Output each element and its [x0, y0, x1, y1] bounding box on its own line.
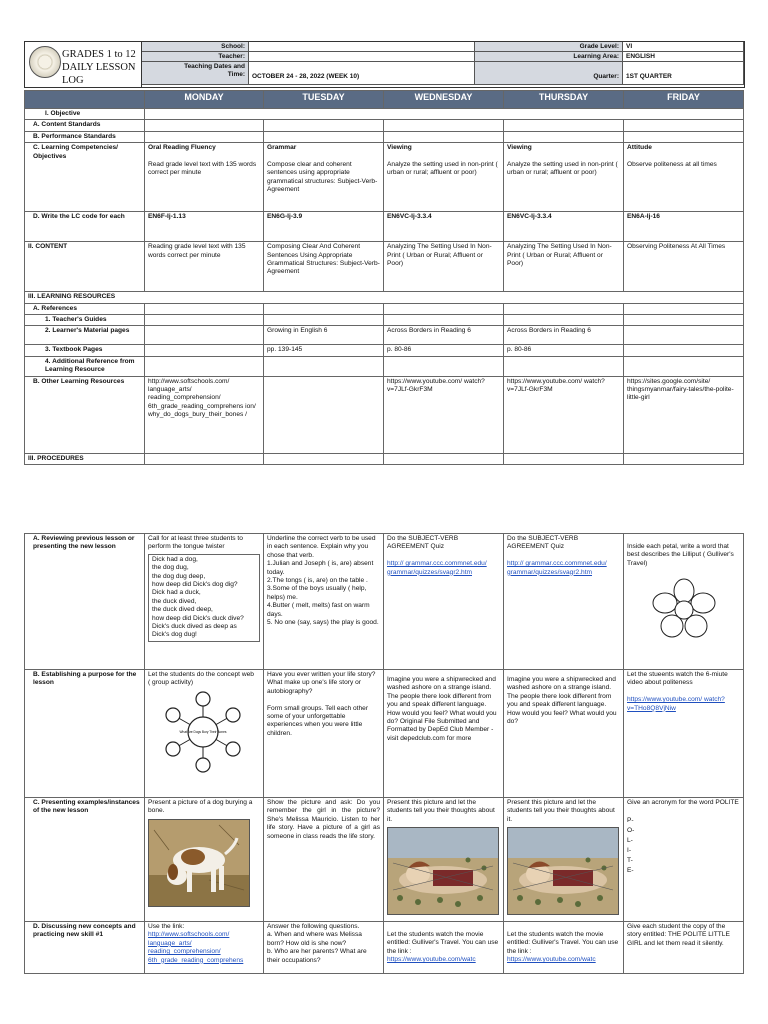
reading-link[interactable]: http://www.softschools.com/ language_arts/ reading_comprehension/ 6th_grade_reading_comprehens	[148, 931, 244, 964]
shipwreck-prompt: Imagine you were a shipwrecked and washed ashore on a strange island. The people there look different from you and speak different language. How would you feel? What would you do? Original File Submitted and Formatted by DepEd Club Member - visit depedclub.com for more	[387, 676, 497, 742]
video-link[interactable]: https://www.youtube.com/ watch?v=THo8Q8VjNiw	[627, 696, 725, 712]
objective-label: I. Objective	[25, 109, 145, 120]
textbook-monday	[145, 345, 264, 356]
dates-label-line2: Time:	[227, 71, 245, 78]
gullivers-travel-image	[507, 827, 619, 915]
procedure-d-wednesday	[384, 922, 504, 974]
competencies-row	[25, 143, 744, 212]
procedure-b-tuesday: Have you ever written your life story? What make up one's life story or autobiography? Form small groups. Tell each other some of your unforgettable experiences when you were little children.	[264, 670, 384, 798]
header-block	[24, 41, 745, 88]
school-value	[249, 42, 475, 52]
dog-burying-bone-image	[148, 819, 250, 907]
textbook-friday	[624, 345, 744, 356]
teachers-guides-row	[25, 315, 744, 326]
competency-body: Compose clear and coherent sentences using appropriate grammatical structures: Subject-Verb-Agreement	[267, 161, 378, 194]
content-label: II. CONTENT	[25, 242, 145, 292]
deped-seal-icon	[29, 46, 61, 78]
cell	[145, 120, 264, 131]
other-resources-monday[interactable]: http://www.softschools.com/ language_arts/ reading_comprehension/ 6th_grade_reading_comprehens ion/ why_do_dogs_bury_their_bones /	[145, 376, 264, 453]
cell	[624, 120, 744, 131]
procedure-b-monday	[145, 670, 264, 798]
teacher-value	[249, 52, 475, 62]
dates-label	[142, 62, 249, 85]
cell	[384, 356, 504, 376]
cell	[264, 120, 384, 131]
quiz-link[interactable]: http:// grammar.ccc.commnet.edu/ grammar/quizzes/svagr2.htm	[507, 560, 607, 576]
content-monday: Reading grade level text with 135 words correct per minute	[145, 242, 264, 292]
textbook-row	[25, 345, 744, 356]
picture-instruction: Present this picture and let the students tell you their thoughts about it.	[507, 799, 615, 823]
picture-instruction: Present this picture and let the students tell you their thoughts about it.	[387, 799, 495, 823]
additional-reference-label: 4. Additional Reference from Learning Resource	[25, 356, 145, 376]
procedure-d-friday: Give each student the copy of the story entitled: THE POLITE LITTLE GIRL and let them read it silently.	[624, 922, 744, 974]
competency-title: Viewing	[507, 144, 532, 152]
content-thursday: Analyzing The Setting Used In Non- Print ( Urban or Rural; Affluent or Poor)	[504, 242, 624, 292]
cell	[384, 315, 504, 326]
concept-web-diagram	[148, 690, 258, 774]
other-resources-wednesday[interactable]: https://www.youtube.com/ watch?v=7JLf-GkrF3M	[384, 376, 504, 453]
cell	[264, 131, 384, 142]
acronym-letter: P-	[627, 816, 634, 824]
quarter-value: 1ST QUARTER	[623, 62, 744, 85]
content-row	[25, 242, 744, 292]
other-resources-label: B. Other Learning Resources	[25, 376, 145, 453]
header-title-cell	[25, 42, 142, 87]
competencies-label: C. Learning Competencies/ Objectives	[25, 143, 145, 212]
dates-value: OCTOBER 24 - 28, 2022 (WEEK 10)	[249, 62, 475, 85]
other-resources-thursday[interactable]: https://www.youtube.com/ watch?v=7JLf-GkrF3M	[504, 376, 624, 453]
performance-standards-label: B. Performance Standards	[25, 131, 145, 142]
cell	[624, 356, 744, 376]
cell	[504, 356, 624, 376]
cell	[264, 303, 384, 314]
movie-link[interactable]: https://www.youtube.com/watc	[387, 956, 476, 964]
content-wednesday: Analyzing The Setting Used In Non- Print ( Urban or Rural; Affluent or Poor)	[384, 242, 504, 292]
movie-link[interactable]: https://www.youtube.com/watc	[507, 956, 596, 964]
procedure-b-label: B. Establishing a purpose for the lesson	[25, 670, 145, 798]
procedure-c-friday	[624, 798, 744, 922]
quiz-title: Do the SUBJECT-VERB AGREEMENT Quiz	[507, 535, 579, 551]
learners-material-monday	[145, 326, 264, 345]
learners-material-row	[25, 326, 744, 345]
competency-wednesday	[384, 143, 504, 212]
dates-label-line1: Teaching Dates and	[184, 63, 245, 70]
teachers-guides-label: 1. Teacher's Guides	[25, 315, 145, 326]
textbook-tuesday: pp. 139-145	[264, 345, 384, 356]
acronym-letter: E-	[627, 866, 634, 874]
movie-instruction: Let the students watch the movie entitled: Gulliver's Travel. You can use the link :	[387, 931, 499, 955]
competency-body: Observe politeness at all times	[627, 161, 717, 169]
cell	[145, 315, 264, 326]
learners-material-tuesday: Growing in English 6	[264, 326, 384, 345]
procedure-c-row	[25, 798, 744, 922]
textbook-label: 3. Textbook Pages	[25, 345, 145, 356]
other-resources-friday[interactable]: https://sites.google.com/site/ thingsmyanmar/fairy-tales/the-polite-little-girl	[624, 376, 744, 453]
cell	[145, 453, 264, 464]
movie-instruction: Let the students watch the movie entitled: Gulliver's Travel. You can use the link :	[507, 931, 619, 955]
title-line-1: GRADES 1 to 12	[62, 49, 136, 60]
procedure-c-label: C. Presenting examples/instances of the new lesson	[25, 798, 145, 922]
references-row	[25, 303, 744, 314]
day-thursday: THURSDAY	[504, 91, 624, 109]
lc-code-row	[25, 212, 744, 242]
competency-friday	[624, 143, 744, 212]
cell	[504, 315, 624, 326]
cell	[145, 356, 264, 376]
lc-code-monday: EN6F-Ij-1.13	[145, 212, 264, 242]
lc-code-wednesday: EN6VC-Ij-3.3.4	[384, 212, 504, 242]
procedure-a-friday	[624, 534, 744, 670]
day-header-row	[25, 91, 744, 109]
content-tuesday: Composing Clear And Coherent Sentences Using Appropriate Grammatical Structures: Subject-Verb-Agreement	[264, 242, 384, 292]
school-label: School:	[142, 42, 249, 52]
procedures-label: III. PROCEDURES	[25, 453, 145, 464]
competency-tuesday	[264, 143, 384, 212]
procedure-d-row	[25, 922, 744, 974]
learners-material-thursday: Across Borders in Reading 6	[504, 326, 624, 345]
shipwreck-prompt: Imagine you were a shipwrecked and washed ashore on a strange island. The people there look different from you and speak different language. How would you feel? What would you do?	[507, 676, 617, 726]
cell	[384, 453, 504, 464]
cell	[384, 131, 504, 142]
lesson-log-table-2	[24, 533, 744, 974]
textbook-wednesday: p. 80-86	[384, 345, 504, 356]
competency-thursday	[504, 143, 624, 212]
procedure-a-tuesday: Underline the correct verb to be used in each sentence. Explain why you chose that verb. 1.Julian and Joseph ( is, are) absent today. 2.The tongs ( is, are) on the table . 3.Some of the boys usually ( help, helps) me. 4.Butter ( melt, melts) fast on warm days. 5. No one (say, says) the play is good.	[264, 534, 384, 670]
lc-code-tuesday: EN6G-Ij-3.9	[264, 212, 384, 242]
procedure-a-label: A. Reviewing previous lesson or presenting the new lesson	[25, 534, 145, 670]
objective-row	[25, 109, 744, 120]
cell	[504, 120, 624, 131]
textbook-thursday: p. 80-86	[504, 345, 624, 356]
content-friday: Observing Politeness At All Times	[624, 242, 744, 292]
title-line-2: DAILY LESSON LOG	[62, 62, 136, 86]
cell	[504, 131, 624, 142]
cell	[624, 303, 744, 314]
learners-material-label: 2. Learner's Material pages	[25, 326, 145, 345]
procedure-c-monday	[145, 798, 264, 922]
quarter-label: Quarter:	[475, 62, 623, 85]
day-wednesday: WEDNESDAY	[384, 91, 504, 109]
flower-icon	[649, 578, 719, 642]
grade-label: Grade Level:	[475, 42, 623, 52]
procedure-b-friday	[624, 670, 744, 798]
procedure-d-monday	[145, 922, 264, 974]
lesson-log-table-1	[24, 90, 744, 465]
acronym-letter: T-	[627, 856, 633, 864]
area-label: Learning Area:	[475, 52, 623, 62]
procedure-a-wednesday	[384, 534, 504, 670]
procedure-a-thursday	[504, 534, 624, 670]
grade-value: VI	[623, 42, 744, 52]
procedure-c-thursday	[504, 798, 624, 922]
acronym-instruction: Give an acronym for the word POLITE	[627, 799, 739, 806]
content-standards-label: A. Content Standards	[25, 120, 145, 131]
teacher-label: Teacher:	[142, 52, 249, 62]
cell	[145, 303, 264, 314]
learners-material-friday	[624, 326, 744, 345]
competency-body: Analyze the setting used in non-print ( urban or rural; affluent or poor)	[507, 161, 618, 177]
cell	[504, 303, 624, 314]
performance-standards-row	[25, 131, 744, 142]
references-label: A. References	[25, 303, 145, 314]
header-title	[62, 48, 141, 87]
use-link-text: Use the link:	[148, 923, 185, 930]
procedure-a-row	[25, 534, 744, 670]
tongue-twister-poem: Dick had a dog, the dog dug, the dog dug deep, how deep did Dick's dog dig? Dick had a duck, the duck dived, the duck dived deep, how deep did Dick's duck dive? Dick's duck dived as deep as Dick's dog dug!	[148, 554, 260, 642]
day-friday: FRIDAY	[624, 91, 744, 109]
acronym-letter: O-	[627, 826, 635, 834]
procedure-b-row	[25, 670, 744, 798]
competency-title: Attitude	[627, 144, 652, 152]
lc-code-friday: EN6A-Ij-16	[624, 212, 744, 242]
dog-picture-instruction: Present a picture of a dog burying a bone.	[148, 799, 253, 815]
cell	[384, 120, 504, 131]
concept-web-instruction: Let the students do the concept web ( group activity)	[148, 671, 254, 687]
learners-material-wednesday: Across Borders in Reading 6	[384, 326, 504, 345]
acronym-letters	[627, 816, 740, 876]
procedure-d-thursday	[504, 922, 624, 974]
cell	[145, 131, 264, 142]
cell	[624, 315, 744, 326]
petal-instruction: Inside each petal, write a word that best describes the Lilliput ( Gulliver's Travel)	[627, 543, 734, 567]
day-monday: MONDAY	[145, 91, 264, 109]
cell	[504, 453, 624, 464]
lc-code-label: D. Write the LC code for each	[25, 212, 145, 242]
additional-reference-row	[25, 356, 744, 376]
procedures-row	[25, 453, 744, 464]
content-standards-row	[25, 120, 744, 131]
cell	[264, 356, 384, 376]
other-resources-tuesday	[264, 376, 384, 453]
resources-row	[25, 292, 744, 303]
gullivers-travel-image	[387, 827, 499, 915]
competency-title: Oral Reading Fluency	[148, 144, 216, 152]
day-tuesday: TUESDAY	[264, 91, 384, 109]
cell	[624, 453, 744, 464]
video-instruction: Let the stueents watch the 6-miute video about politeness	[627, 671, 728, 687]
tongue-twister-intro: Call for at least three students to perform the tongue twister	[148, 535, 243, 551]
procedure-c-wednesday	[384, 798, 504, 922]
quiz-title: Do the SUBJECT-VERB AGREEMENT Quiz	[387, 535, 459, 551]
competency-monday	[145, 143, 264, 212]
concept-web-center: What Are Dogs Bury Their Bones	[179, 729, 227, 734]
other-resources-row	[25, 376, 744, 453]
cell	[384, 303, 504, 314]
cell	[264, 315, 384, 326]
acronym-letter: I-	[627, 846, 632, 854]
acronym-letter: L-	[627, 836, 633, 844]
resources-label: III. LEARNING RESOURCES	[25, 292, 744, 303]
header-info-grid	[142, 42, 744, 87]
lc-code-thursday: EN6VC-Ij-3.3.4	[504, 212, 624, 242]
cell	[264, 453, 384, 464]
corner-cell	[25, 91, 145, 109]
quiz-link[interactable]: http:// grammar.ccc.commnet.edu/ grammar/quizzes/svagr2.htm	[387, 560, 487, 576]
procedure-a-monday	[145, 534, 264, 670]
area-value: ENGLISH	[623, 52, 744, 62]
procedure-d-tuesday: Answer the following questions. a. When and where was Melissa born? How old is she now? b. Who are her parents? What are their occupations?	[264, 922, 384, 974]
competency-body: Analyze the setting used in non-print ( urban or rural; affluent or poor)	[387, 161, 498, 177]
procedure-d-label: D. Discussing new concepts and practicing new skill #1	[25, 922, 145, 974]
objective-cell	[145, 109, 744, 120]
procedure-c-tuesday: Show the picture and ask: Do you remember the girl in the picture? She's Melissa Mauricio. Listen to her life story. Have a picture of a girl as someone in class reads the life story.	[264, 798, 384, 922]
competency-title: Grammar	[267, 144, 297, 152]
cell	[624, 131, 744, 142]
competency-title: Viewing	[387, 144, 412, 152]
procedure-b-wednesday	[384, 670, 504, 798]
competency-body: Read grade level text with 135 words correct per minute	[148, 161, 257, 177]
procedure-b-thursday	[504, 670, 624, 798]
